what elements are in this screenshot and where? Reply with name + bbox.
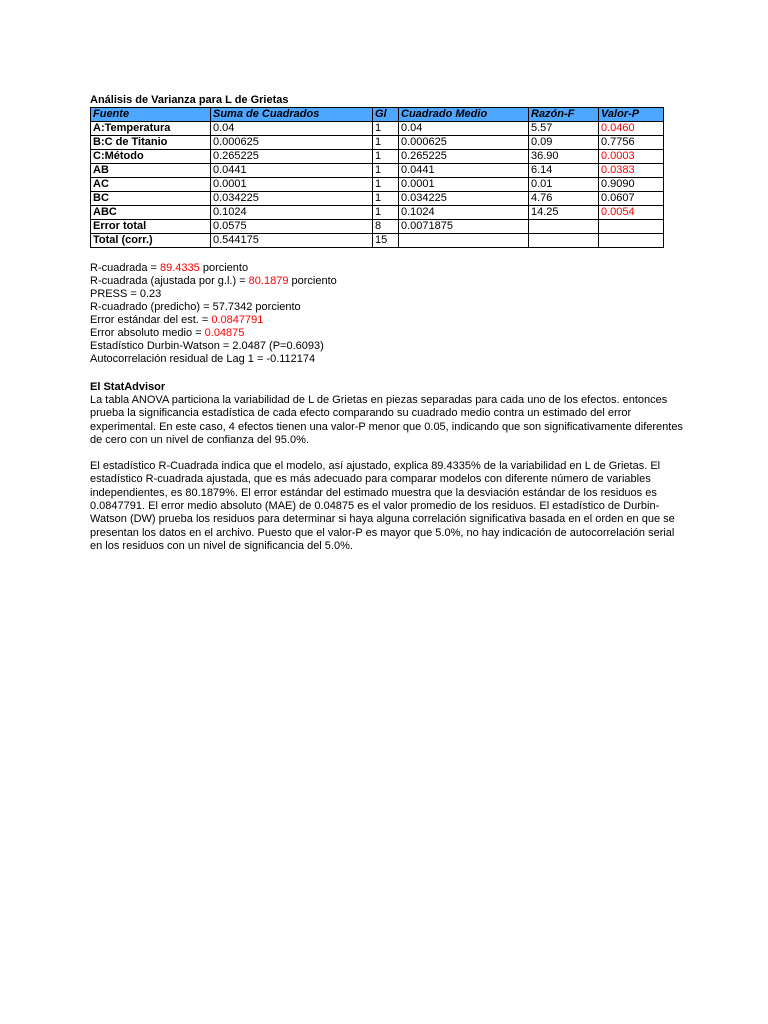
cell-valor-p bbox=[599, 234, 664, 248]
cell-cuadrado: 0.0001 bbox=[399, 178, 529, 192]
stat-line bbox=[90, 314, 690, 327]
stat-label: Error estándar del est. = bbox=[90, 314, 212, 326]
cell-razon: 5.57 bbox=[529, 122, 599, 136]
cell-suma: 0.04 bbox=[211, 122, 373, 136]
cell-valor-p: 0.7756 bbox=[599, 136, 664, 150]
cell-valor-p: 0.0607 bbox=[599, 192, 664, 206]
stat-value: 0.04875 bbox=[204, 327, 245, 339]
stat-label: R-cuadrada (ajustada por g.l.) = bbox=[90, 275, 249, 287]
cell-razon: 6.14 bbox=[529, 164, 599, 178]
table-row bbox=[91, 192, 664, 206]
stat-suffix: porciento bbox=[252, 301, 301, 313]
cell-cuadrado: 0.265225 bbox=[399, 150, 529, 164]
stat-label: R-cuadrada = bbox=[90, 262, 161, 274]
stat-value: 2.0487 (P=0.6093) bbox=[232, 340, 324, 352]
cell-razon bbox=[529, 234, 599, 248]
header-fuente: Fuente bbox=[91, 108, 211, 122]
cell-fuente: AB bbox=[91, 164, 211, 178]
stat-line bbox=[90, 288, 690, 301]
cell-gl: 1 bbox=[373, 178, 399, 192]
cell-gl: 8 bbox=[373, 220, 399, 234]
table-row bbox=[91, 178, 664, 192]
anova-header-row bbox=[91, 108, 664, 122]
cell-fuente: A:Temperatura bbox=[91, 122, 211, 136]
stat-suffix: porciento bbox=[288, 275, 337, 287]
advisor-title: El StatAdvisor bbox=[90, 381, 166, 393]
cell-fuente: B:C de Titanio bbox=[91, 136, 211, 150]
cell-suma: 0.034225 bbox=[211, 192, 373, 206]
cell-razon: 0.01 bbox=[529, 178, 599, 192]
table-row bbox=[91, 206, 664, 220]
cell-valor-p: 0.9090 bbox=[599, 178, 664, 192]
table-row bbox=[91, 164, 664, 178]
stat-value: 80.1879 bbox=[248, 275, 289, 287]
stat-label: Autocorrelación residual de Lag 1 = bbox=[90, 353, 267, 365]
cell-valor-p: 0.0460 bbox=[599, 122, 664, 136]
stat-suffix: porciento bbox=[199, 262, 249, 274]
anova-body bbox=[91, 122, 664, 248]
document-page bbox=[90, 93, 690, 553]
cell-cuadrado: 0.1024 bbox=[399, 206, 529, 220]
cell-suma: 0.000625 bbox=[211, 136, 373, 150]
cell-cuadrado: 0.000625 bbox=[399, 136, 529, 150]
cell-gl: 15 bbox=[373, 234, 399, 248]
advisor-paragraph-1: La tabla ANOVA particiona la variabilidad de L de Grietas en piezas separadas para cada uno de los efectos. entonces prueba la significancia estadística de cada efecto comparando su cuadrado medio contra un estimado del error experimental. En este caso, 4 efectos tienen una valor-P menor que 0.05, indicando que son significativamente diferentes de cero con un nivel de confianza del 95.0%. bbox=[90, 394, 683, 446]
cell-fuente: ABC bbox=[91, 206, 211, 220]
stat-label: Error absoluto medio = bbox=[90, 327, 205, 339]
cell-razon: 0.09 bbox=[529, 136, 599, 150]
cell-gl: 1 bbox=[373, 206, 399, 220]
cell-razon: 14.25 bbox=[529, 206, 599, 220]
stat-line bbox=[90, 327, 690, 340]
stat-value: 0.23 bbox=[139, 288, 162, 300]
cell-cuadrado: 0.0441 bbox=[399, 164, 529, 178]
header-gl: Gl bbox=[373, 108, 399, 122]
header-cuadrado: Cuadrado Medio bbox=[399, 108, 529, 122]
cell-razon: 36.90 bbox=[529, 150, 599, 164]
stat-label: Estadístico Durbin-Watson = bbox=[90, 340, 233, 352]
stat-line bbox=[90, 301, 690, 314]
cell-suma: 0.1024 bbox=[211, 206, 373, 220]
stat-line bbox=[90, 353, 690, 366]
cell-gl: 1 bbox=[373, 136, 399, 150]
cell-gl: 1 bbox=[373, 150, 399, 164]
table-row bbox=[91, 220, 664, 234]
cell-suma: 0.0001 bbox=[211, 178, 373, 192]
header-suma: Suma de Cuadrados bbox=[211, 108, 373, 122]
anova-title: Análisis de Varianza para L de Grietas bbox=[90, 94, 289, 106]
stat-value: 0.0847791 bbox=[211, 314, 264, 326]
cell-fuente: Total (corr.) bbox=[91, 234, 211, 248]
cell-gl: 1 bbox=[373, 192, 399, 206]
header-valor-p: Valor-P bbox=[599, 108, 664, 122]
cell-suma: 0.265225 bbox=[211, 150, 373, 164]
cell-cuadrado: 0.04 bbox=[399, 122, 529, 136]
stat-label: R-cuadrado (predicho) = bbox=[90, 301, 213, 313]
stat-line bbox=[90, 340, 690, 353]
anova-table bbox=[90, 107, 664, 248]
cell-gl: 1 bbox=[373, 164, 399, 178]
cell-cuadrado: 0.034225 bbox=[399, 192, 529, 206]
table-row bbox=[91, 122, 664, 136]
stat-line bbox=[90, 262, 690, 275]
table-row bbox=[91, 234, 664, 248]
cell-valor-p: 0.0003 bbox=[599, 150, 664, 164]
cell-valor-p bbox=[599, 220, 664, 234]
stat-value: 89.4335 bbox=[160, 262, 200, 274]
cell-razon: 4.76 bbox=[529, 192, 599, 206]
cell-suma: 0.0575 bbox=[211, 220, 373, 234]
stat-value: 57.7342 bbox=[212, 301, 253, 313]
stat-value: -0.112174 bbox=[266, 353, 316, 365]
cell-suma: 0.544175 bbox=[211, 234, 373, 248]
cell-cuadrado: 0.0071875 bbox=[399, 220, 529, 234]
cell-valor-p: 0.0383 bbox=[599, 164, 664, 178]
table-row bbox=[91, 136, 664, 150]
stat-label: PRESS = bbox=[90, 288, 140, 300]
cell-fuente: BC bbox=[91, 192, 211, 206]
stat-line bbox=[90, 275, 690, 288]
cell-cuadrado bbox=[399, 234, 529, 248]
cell-fuente: AC bbox=[91, 178, 211, 192]
table-row bbox=[91, 150, 664, 164]
cell-razon bbox=[529, 220, 599, 234]
cell-gl: 1 bbox=[373, 122, 399, 136]
cell-suma: 0.0441 bbox=[211, 164, 373, 178]
model-statistics bbox=[90, 262, 690, 366]
cell-valor-p: 0.0054 bbox=[599, 206, 664, 220]
cell-fuente: C:Método bbox=[91, 150, 211, 164]
header-razon: Razón-F bbox=[529, 108, 599, 122]
advisor-paragraph-2: El estadístico R-Cuadrada indica que el modelo, así ajustado, explica 89.4335% de la variabilidad en L de Grietas. El estadístico R-cuadrada ajustada, que es más adecuado para comparar modelos con diferente número de variables independientes, es 80.1879%. El error estándar del estimado muestra que la desviación estándar de los residuos es 0.0847791. El error medio absoluto (MAE) de 0.04875 es el valor promedio de los residuos. El estadístico de Durbin-Watson (DW) prueba los residuos para determinar si haya alguna correlación significativa basada en el orden en que se presentan los datos en el archivo. Puesto que el valor-P es mayor que 5.0%, no hay indicación de autocorrelación serial en los residuos con un nivel de significancia del 5.0%. bbox=[90, 460, 675, 552]
cell-fuente: Error total bbox=[91, 220, 211, 234]
